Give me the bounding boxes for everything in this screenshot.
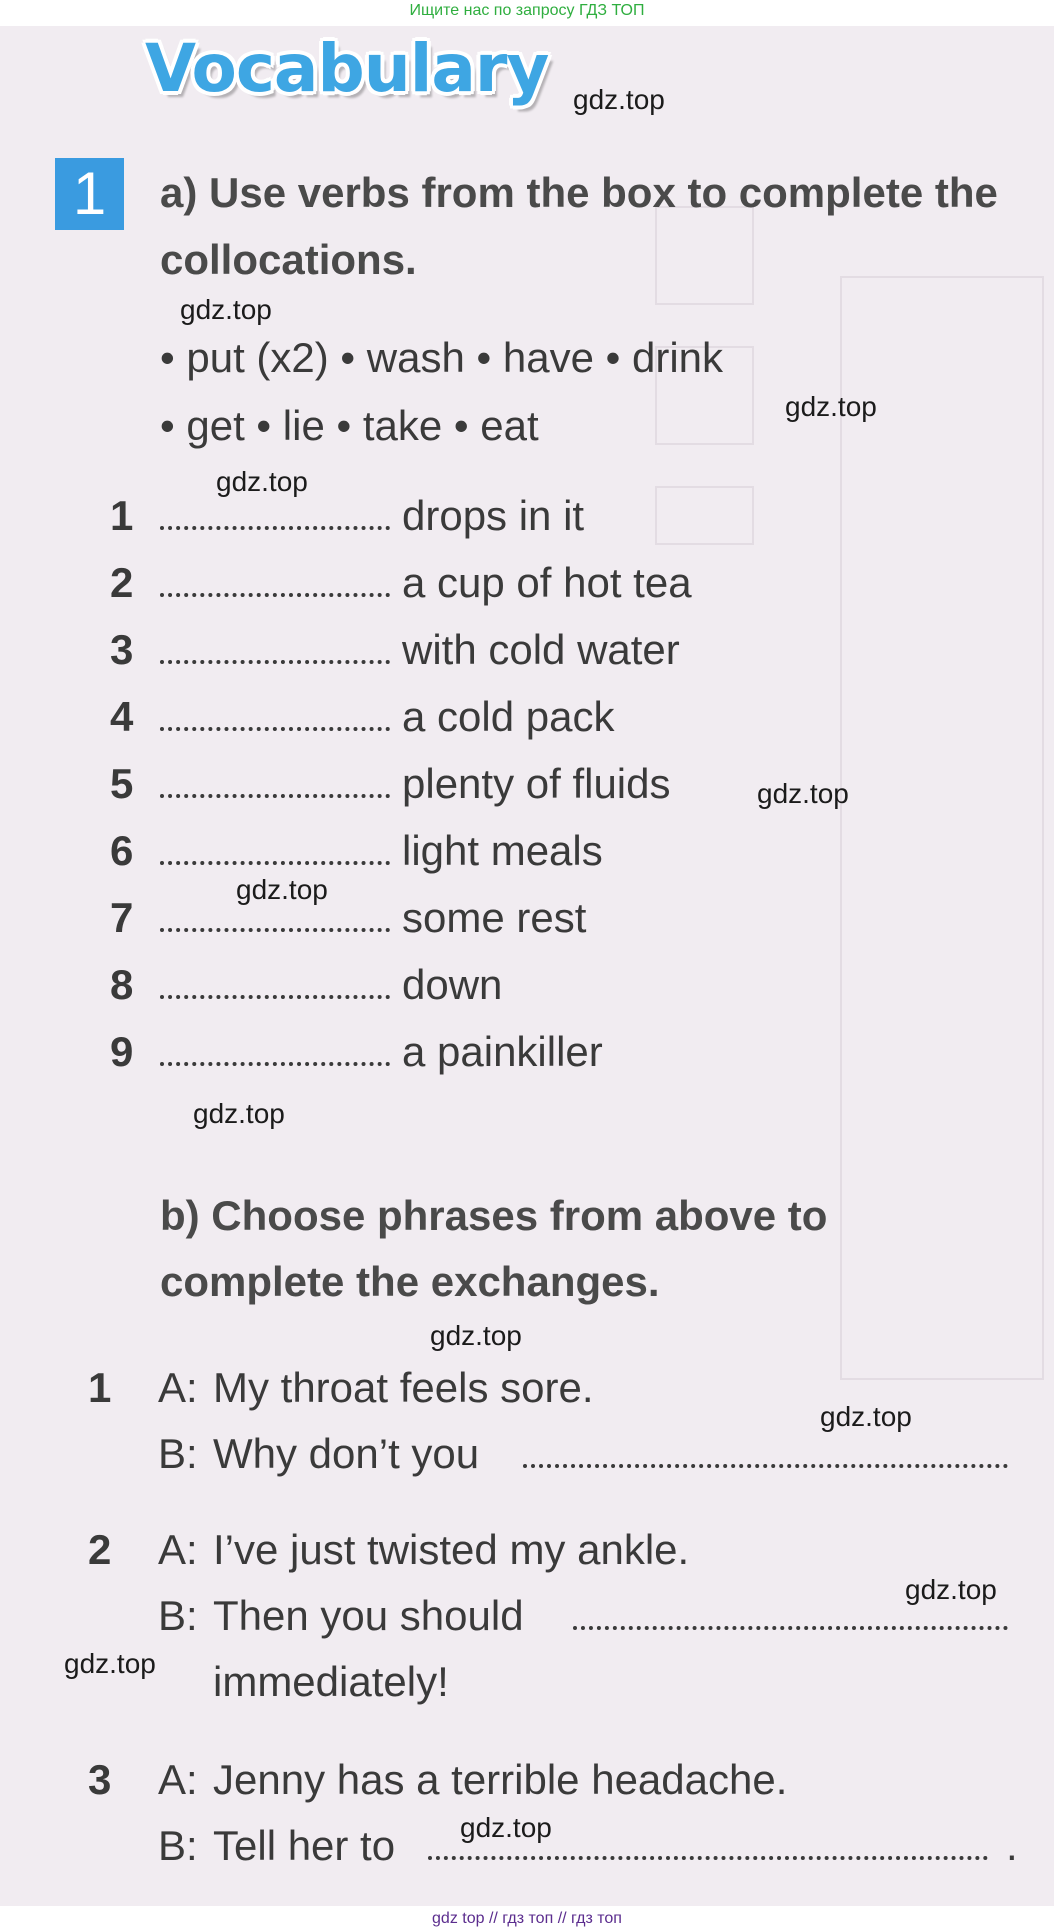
collocation-item (110, 626, 680, 674)
item-text: light meals (402, 827, 603, 874)
item-number: 5 (110, 760, 134, 807)
answer-blank[interactable] (160, 563, 390, 597)
bleed-through-box (655, 206, 754, 305)
answer-blank[interactable] (160, 496, 390, 530)
speaker-a-line: I’ve just twisted my ankle. (213, 1526, 690, 1573)
collocation-item (110, 894, 586, 942)
item-number: 1 (110, 492, 134, 539)
part-b-heading-line2: complete the exchanges. (160, 1258, 660, 1305)
watermark: gdz.top (236, 874, 328, 905)
bleed-through-box (655, 486, 754, 545)
watermark: gdz.top (180, 294, 272, 325)
item-number: 6 (110, 827, 134, 874)
item-number: 2 (110, 559, 134, 606)
collocation-item (110, 492, 584, 540)
speaker-b-line-continued: immediately! (213, 1658, 449, 1705)
item-text: with cold water (402, 626, 680, 673)
speaker-b-line: Then you should (213, 1592, 524, 1639)
speaker-a-line: My throat feels sore. (213, 1364, 594, 1411)
answer-blank[interactable] (160, 831, 390, 865)
answer-blank[interactable] (523, 1434, 1008, 1468)
watermark: gdz.top (757, 778, 849, 809)
watermark: gdz.top (573, 84, 665, 115)
collocation-item (110, 693, 614, 741)
item-number: 4 (110, 693, 134, 740)
speaker-a-line: Jenny has a terrible headache. (213, 1756, 788, 1803)
speaker-b-label: B: (158, 1822, 198, 1869)
watermark: gdz.top (430, 1320, 522, 1351)
answer-blank[interactable] (160, 697, 390, 731)
collocation-item (110, 559, 692, 607)
speaker-b-label: B: (158, 1430, 198, 1477)
item-text: down (402, 961, 503, 1008)
top-banner[interactable]: Ищите нас по запросу ГДЗ ТОП (0, 0, 1054, 26)
textbook-page (0, 26, 1054, 1906)
exchange-number: 3 (88, 1756, 112, 1803)
exchange-2 (88, 1526, 1018, 1746)
watermark: gdz.top (64, 1648, 156, 1679)
answer-blank[interactable] (160, 965, 390, 999)
speaker-b-line: Tell her to (213, 1822, 396, 1869)
exchange-number: 2 (88, 1526, 112, 1573)
item-text: some rest (402, 894, 587, 941)
word-box-line1: • put (x2) • wash • have • drink (160, 334, 724, 381)
item-number: 3 (110, 626, 134, 673)
exercise-number-badge: 1 (55, 158, 124, 230)
speaker-a-label: A: (158, 1526, 198, 1573)
bleed-through-box (840, 276, 1044, 1380)
speaker-b-line: Why don’t you (213, 1430, 480, 1477)
part-b-heading-line1: b) Choose phrases from above to (160, 1192, 828, 1239)
part-a-heading-line2: collocations. (160, 236, 417, 283)
collocation-item (110, 961, 502, 1009)
answer-blank[interactable] (160, 764, 390, 798)
watermark: gdz.top (193, 1098, 285, 1129)
item-number: 7 (110, 894, 134, 941)
item-text: a cold pack (402, 693, 615, 740)
item-number: 9 (110, 1028, 134, 1075)
watermark: gdz.top (905, 1574, 997, 1605)
item-text: plenty of fluids (402, 760, 671, 807)
watermark: gdz.top (460, 1812, 552, 1843)
exchange-number: 1 (88, 1364, 112, 1411)
watermark: gdz.top (216, 466, 308, 497)
collocation-item (110, 760, 671, 808)
exchange-3 (88, 1756, 1018, 1896)
speaker-b-label: B: (158, 1592, 198, 1639)
item-number: 8 (110, 961, 134, 1008)
footer-links[interactable]: gdz top // гдз топ // гдз топ (0, 1906, 1054, 1932)
section-title: Vocabulary (145, 30, 549, 107)
word-box-line2: • get • lie • take • eat (160, 402, 539, 449)
exchange-1 (88, 1364, 1018, 1504)
answer-blank[interactable] (160, 630, 390, 664)
speaker-a-label: A: (158, 1364, 198, 1411)
collocation-item (110, 1028, 603, 1076)
watermark: gdz.top (785, 391, 877, 422)
collocation-item (110, 827, 603, 875)
speaker-a-label: A: (158, 1756, 198, 1803)
answer-blank[interactable] (160, 1032, 390, 1066)
part-a-heading-line1: a) Use verbs from the box to complete the (160, 169, 998, 216)
item-text: a cup of hot tea (402, 559, 692, 606)
watermark: gdz.top (820, 1401, 912, 1432)
item-text: a painkiller (402, 1028, 603, 1075)
item-text: drops in it (402, 492, 585, 539)
sentence-period: . (1006, 1822, 1018, 1869)
